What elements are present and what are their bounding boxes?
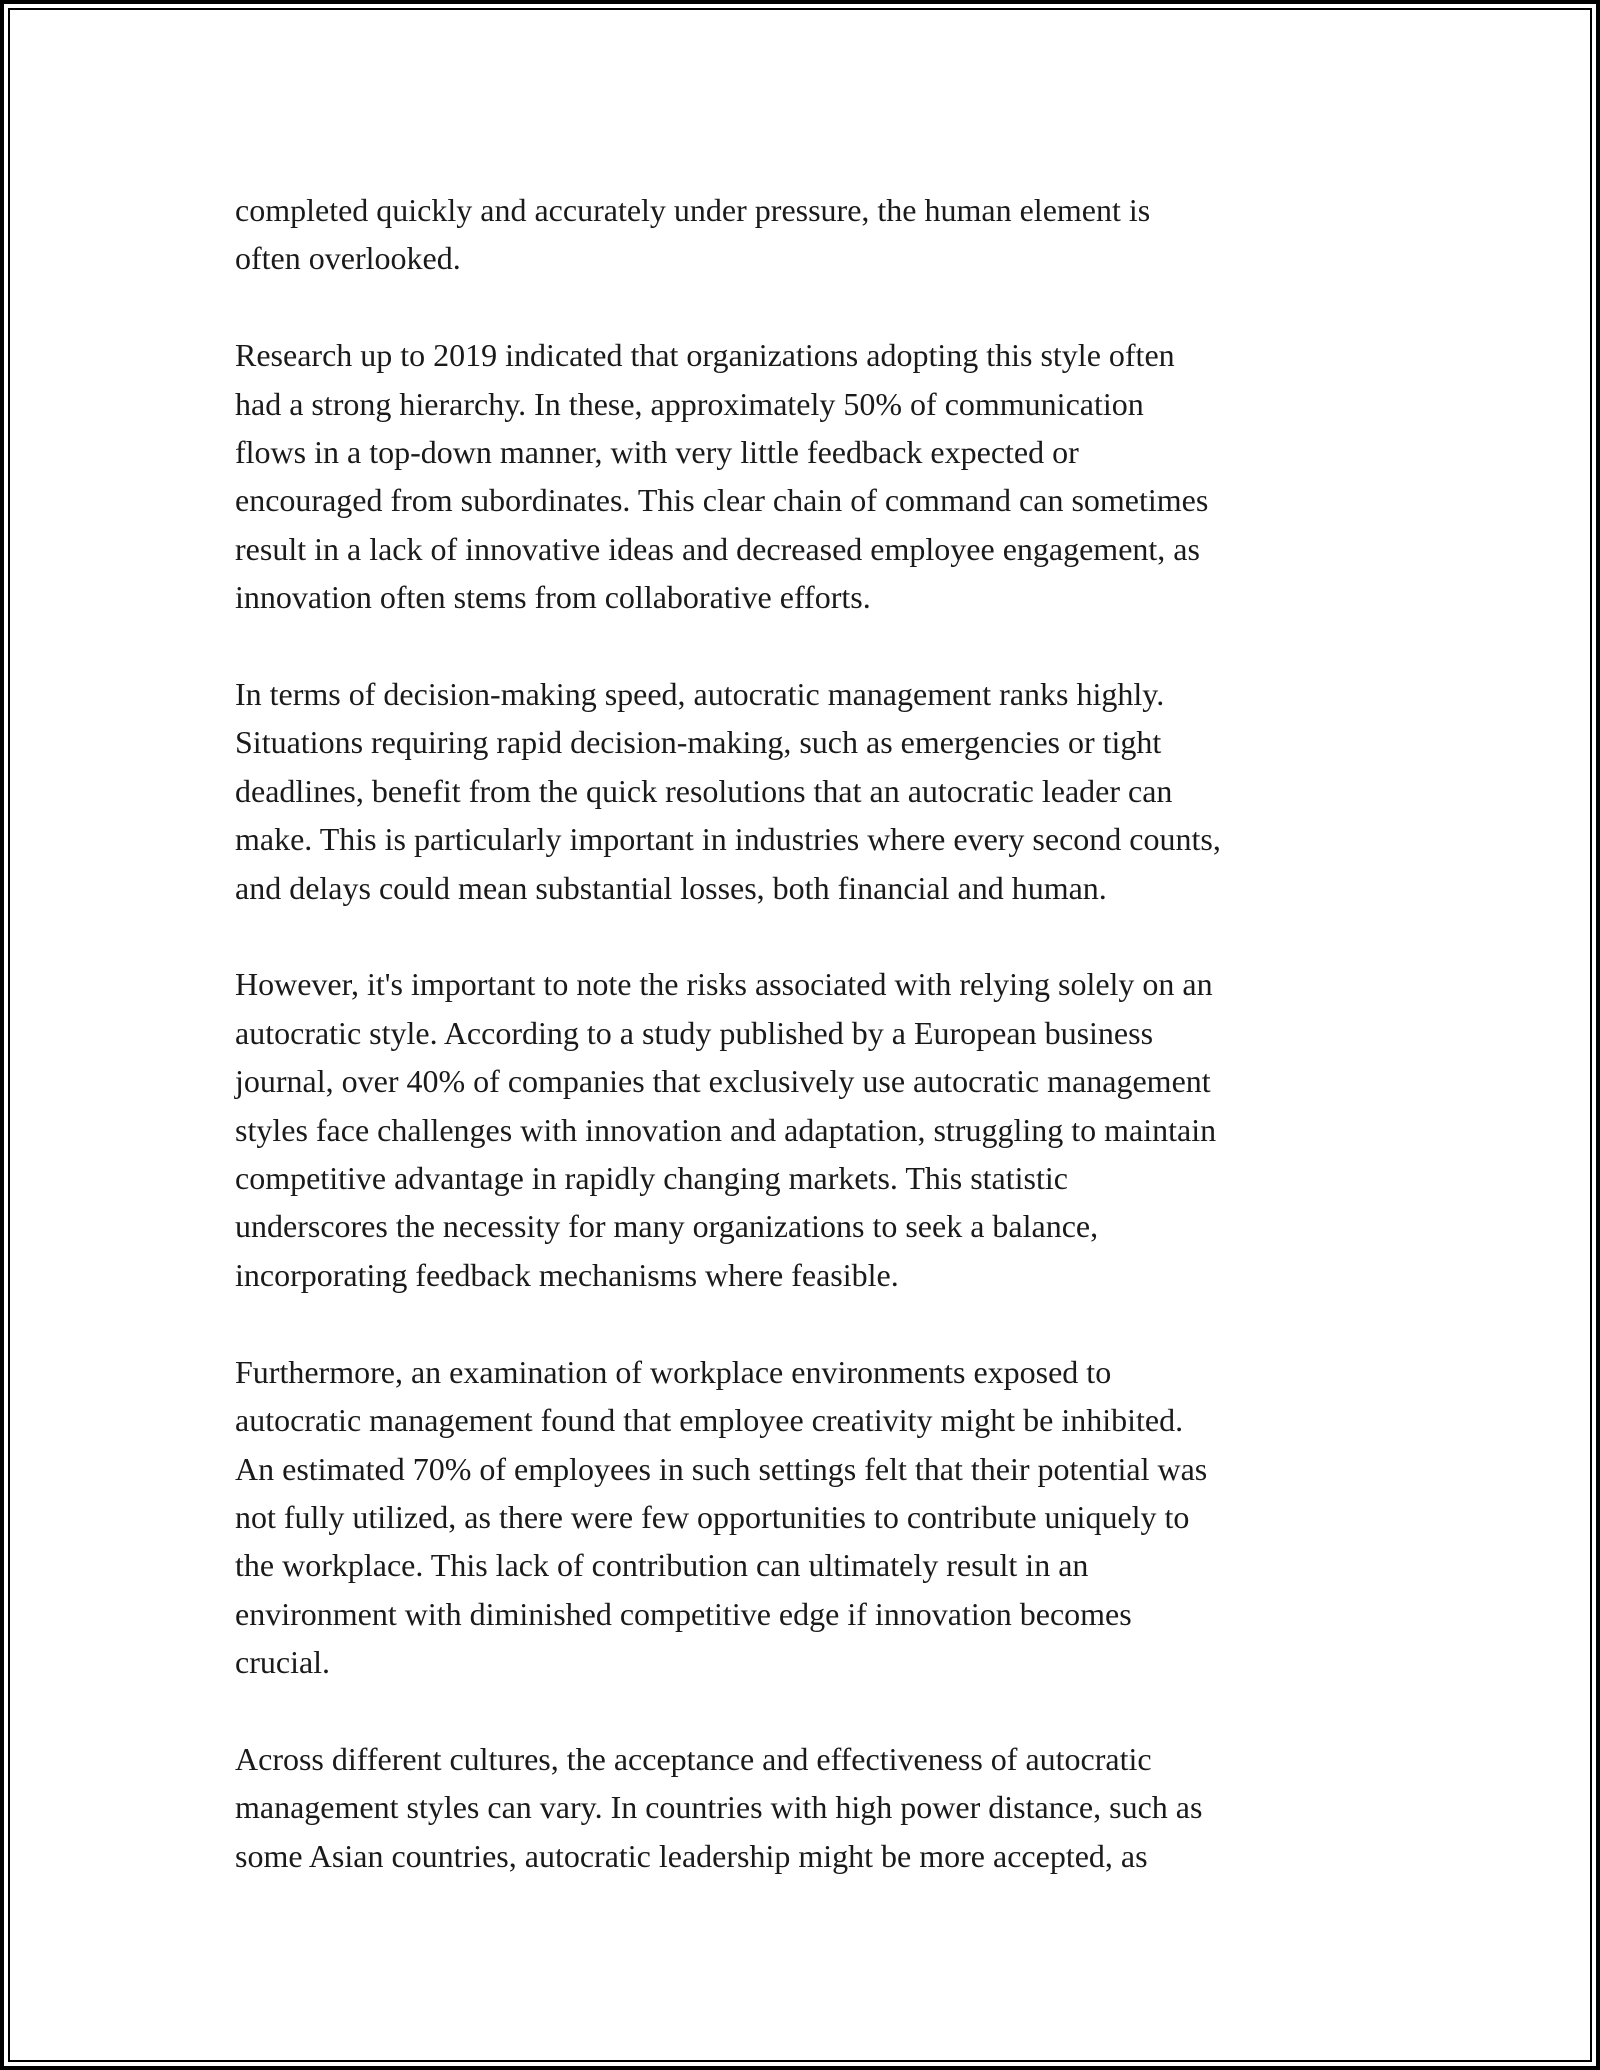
paragraph-creativity: Furthermore, an examination of workplace environments exposed to autocratic management found that employee creativity might be inhibited. An estimated 70% of employees in such settings felt that their potential was not fully utilized, as there were few opportunities to contribute uniquely to the workplace. This lack of contribution can ultimately result in an environment with diminished competitive edge if innovation becomes crucial. bbox=[235, 1353, 1208, 1681]
paragraph-cultures: Across different cultures, the acceptance and effectiveness of autocratic management styles can vary. In countries with high power distance, such as some Asian countries, autocratic leadership might be more accepted, as bbox=[235, 1740, 1203, 1874]
paragraph-risks: However, it's important to note the risks associated with relying solely on an autocratic style. According to a study published by a European business journal, over 40% of companies that exclusively use autocratic management styles face challenges with innovation and adaptation, struggling to maintain competitive advantage in rapidly changing markets. This statistic underscores the necessity for many organizations to seek a balance, incorporating feedback mechanisms where feasible. bbox=[235, 966, 1217, 1293]
document-body bbox=[235, 186, 1400, 1929]
paragraph-decision-speed: In terms of decision-making speed, autocratic management ranks highly. Situations requiring rapid decision-making, such as emergencies or tight deadlines, benefit from the quick resolutions that an autocratic leader can make. This is particularly important in industries where every second counts, and delays could mean substantial losses, both financial and human. bbox=[235, 676, 1221, 906]
paragraph-research-hierarchy: Research up to 2019 indicated that organizations adopting this style often had a strong hierarchy. In these, approximately 50% of communication flows in a top-down manner, with very little feedback expected or encouraged from subordinates. This clear chain of command can sometimes result in a lack of innovative ideas and decreased employee engagement, as innovation often stems from collaborative efforts. bbox=[235, 337, 1209, 616]
paragraph-continuation: completed quickly and accurately under pressure, the human element is often overlooked. bbox=[235, 192, 1151, 277]
